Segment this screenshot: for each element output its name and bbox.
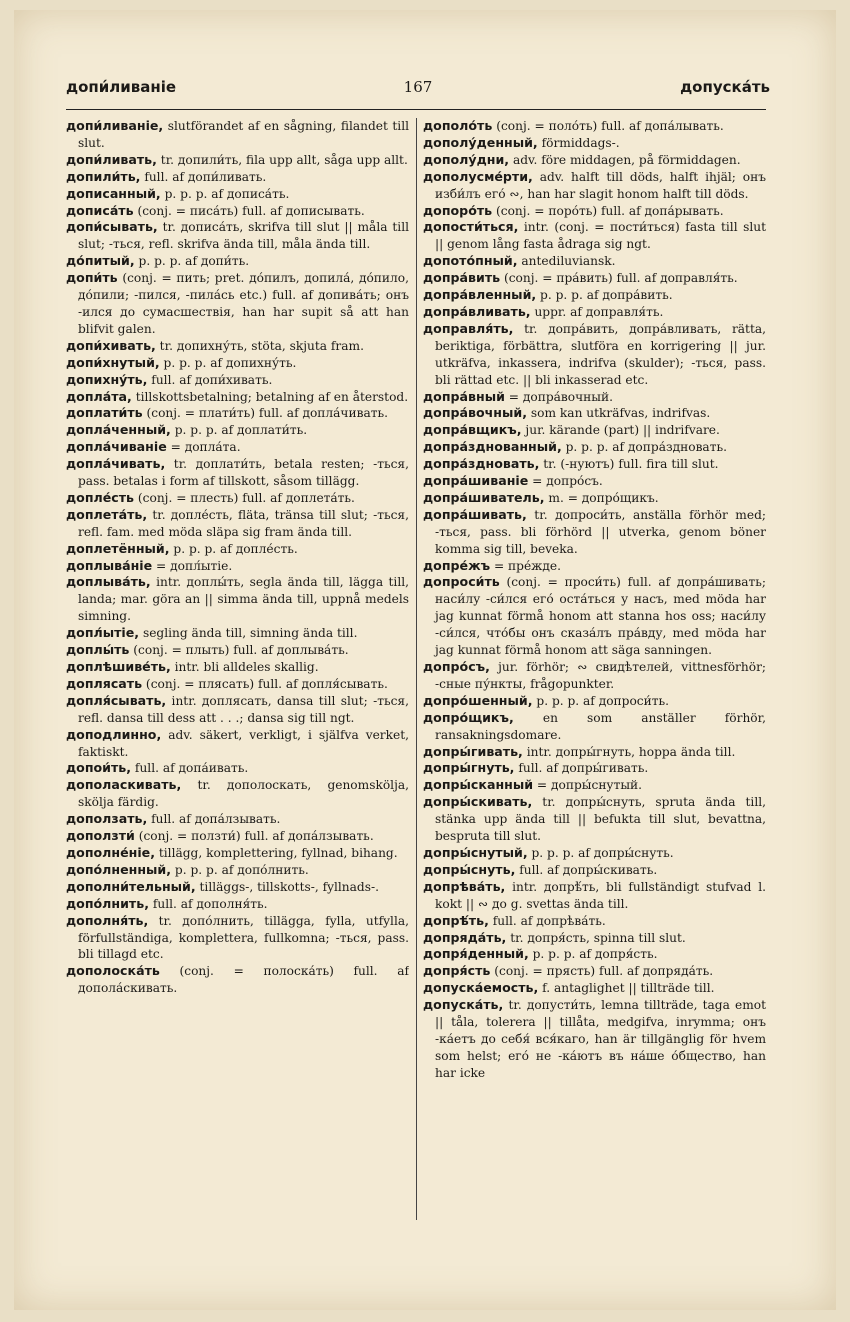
entry-headword: допля́сывать, xyxy=(66,692,167,708)
entry-headword: допры́скивать, xyxy=(423,794,533,810)
entry-headword: допра́здновaнный, xyxy=(423,439,562,455)
entry-definition: (conj. = ползти́) full. af допа́лзывать. xyxy=(134,829,374,844)
entry-definition: (conj. = плесть) full. af доплета́ть. xyxy=(134,490,355,505)
dictionary-entry xyxy=(423,203,766,220)
entry-definition: slutförandet af en sågning, filandet till slut. xyxy=(78,119,409,150)
dictionary-entry xyxy=(66,219,409,253)
entry-headword: доплѣшиве́ть, xyxy=(66,659,171,674)
dictionary-entry xyxy=(66,169,409,186)
entry-definition: full. af допи́ливать. xyxy=(140,169,267,184)
entry-definition: (conj. = плати́ть) full. af допла́чивать. xyxy=(142,406,388,421)
entry-definition: tillskottsbetalning; betalning af en återstod. xyxy=(131,389,409,404)
dictionary-entry xyxy=(423,946,766,963)
dictionary-entry xyxy=(423,558,766,575)
entry-definition: tr. допихну́ть, stöta, skjuta fram. xyxy=(155,338,364,353)
dictionary-entry xyxy=(423,422,766,439)
dictionary-entry xyxy=(423,270,766,287)
dictionary-entry xyxy=(66,439,409,456)
entry-headword: допра́вочный, xyxy=(423,405,528,421)
entry-headword: допры́снуть, xyxy=(423,861,516,877)
entry-headword: допо́лнить, xyxy=(66,895,149,911)
entry-definition: tr. допря́сть, spinna till slut. xyxy=(506,930,686,945)
entry-headword: допуска́ть, xyxy=(423,997,504,1013)
entry-definition: full. af допа́ивать. xyxy=(131,761,249,776)
dictionary-entry xyxy=(66,422,409,439)
entry-headword: доползти́ xyxy=(66,828,135,844)
entry-definition: full. af допи́хивать. xyxy=(147,372,273,387)
entry-headword: допрѣва́ть, xyxy=(423,878,506,894)
entry-definition: (conj. = писа́ть) full. af дописывать. xyxy=(133,203,365,218)
dictionary-entry xyxy=(423,169,766,203)
left-column xyxy=(66,118,409,1218)
entry-definition: tr. допра́вить, допра́вливать, rätta, beriktiga, förbättra, slutföra en korrigering || jur. utkräfva, inkassera, indrifva (skulder); -ться, pass. bli rättad etc. || bli inkasserad etc. xyxy=(435,321,766,387)
entry-definition: full. af дополня́ть. xyxy=(148,896,268,911)
entry-definition: (conj. = плыть) full. af доплыва́ть. xyxy=(129,643,349,658)
entry-headword: допрѣ́ть, xyxy=(423,912,489,928)
entry-headword: допуска́емость, xyxy=(423,980,539,996)
entry-headword: дополне́ніе, xyxy=(66,844,155,860)
entry-headword: доплы́ть xyxy=(66,642,130,658)
entry-headword: допоро́ть xyxy=(423,202,493,218)
column-divider xyxy=(416,118,417,1220)
dictionary-entry xyxy=(423,710,766,744)
dictionary-entry xyxy=(423,777,766,794)
entry-headword: допи́сывать, xyxy=(66,219,158,235)
entry-definition: = допла́та. xyxy=(166,440,241,455)
entry-definition: full. af допа́лзывать. xyxy=(147,812,281,827)
entry-definition: tr. (-нуютъ) full. fira till slut. xyxy=(539,457,719,472)
entry-definition: uppr. af доправля́ть. xyxy=(530,304,664,319)
entry-headword: допихну́ть, xyxy=(66,371,148,387)
dictionary-entry xyxy=(423,980,766,997)
dictionary-entry xyxy=(66,727,409,761)
entry-definition: full. af допрѣва́ть. xyxy=(488,913,606,928)
dictionary-entry xyxy=(66,541,409,558)
entry-headword: доподлинно, xyxy=(66,726,162,742)
entry-definition: antediluviansk. xyxy=(517,254,616,269)
entry-definition: tr. допусти́ть, lemna tillträde, taga emot || tåla, tolerera || tillåta, medgifva, inrymma; онъ -ка́етъ до себя́ вся́каго, han är tillgänglig för hvem som helst; его́ не -ка́ютъ въ на́ше о́бщество, han har icke xyxy=(435,998,766,1080)
entry-definition: intr. допрѣ́ть, bli fullständigt stufvad l. kokt || ∾ до g. svettas ända till. xyxy=(435,879,766,911)
entry-headword: допря́денный, xyxy=(423,946,529,962)
dictionary-entry xyxy=(423,862,766,879)
dictionary-entry xyxy=(66,405,409,422)
entry-headword: допря́сть xyxy=(423,963,491,979)
entry-headword: допроси́ть xyxy=(423,574,500,590)
entry-headword: дополоска́ть xyxy=(66,963,160,979)
dictionary-entry xyxy=(423,152,766,169)
entry-definition: tr. дописа́ть, skrifva till slut || måla till slut; -ться, refl. skrifva ända till, måla ända till. xyxy=(78,220,409,252)
entry-definition: p. p. p. af допря́сть. xyxy=(528,947,658,962)
entry-definition: p. p. p. af допра́вить. xyxy=(536,288,673,303)
entry-headword: дополаскивать, xyxy=(66,777,182,793)
dictionary-entry xyxy=(423,574,766,659)
dictionary-entry xyxy=(66,811,409,828)
entry-headword: дополу́дни, xyxy=(423,151,510,167)
entry-headword: допои́ть, xyxy=(66,760,132,776)
entry-definition: p. p. p. af допры́снуть. xyxy=(527,845,674,860)
dictionary-entry xyxy=(66,676,409,693)
entry-definition: (conj. = проси́ть) full. af допра́шивать; наси́лу -си́лся его́ оста́ться у насъ, med möda har jag kunnat förmå honom att stanna hos oss; наси́лу -си́лся, что́бы онъ сказа́лъ пра́вду, med möda har jag kunnat förmå honom att säga sanningen. xyxy=(435,575,766,658)
entry-headword: доплетённый, xyxy=(66,540,170,556)
entry-definition: intr. доплы́ть, segla ända till, lägga till, landa; mar. göra an || simma ända till, uppnå medels simning. xyxy=(78,575,409,624)
entry-headword: допро́шенный, xyxy=(423,692,533,708)
entry-definition: jur. kärande (part) || indrifvare. xyxy=(521,423,720,438)
entry-definition: tr. допле́сть, fläta, tränsa till slut; -ться, refl. fam. med möda släpa sig fram ända till. xyxy=(78,507,409,539)
entry-definition: tr. дополоскать, genomskölja, skölja färdig. xyxy=(78,778,409,810)
dictionary-entry xyxy=(66,913,409,964)
entry-headword: допры́гивать, xyxy=(423,743,523,759)
entry-definition: = допры́снутый. xyxy=(533,778,643,793)
dictionary-entry xyxy=(423,253,766,270)
entry-headword: допла́чиваніе xyxy=(66,439,167,455)
dictionary-entry xyxy=(423,845,766,862)
dictionary-entry xyxy=(423,439,766,456)
entry-definition: (conj. = пра́вить) full. af доправля́ть. xyxy=(500,271,738,286)
dictionary-entry xyxy=(66,625,409,642)
entry-headword: допра́вщикъ, xyxy=(423,422,522,438)
dictionary-entry xyxy=(66,389,409,406)
entry-headword: дополни́тельный, xyxy=(66,878,196,894)
entry-headword: допра́шиватель, xyxy=(423,489,545,505)
entry-definition: = пре́жде. xyxy=(490,558,561,573)
entry-headword: допряда́ть, xyxy=(423,929,507,945)
dictionary-entry xyxy=(423,913,766,930)
dictionary-entry xyxy=(423,659,766,693)
entry-definition: = допро́съ. xyxy=(528,474,603,489)
dictionary-entry xyxy=(66,490,409,507)
dictionary-entry xyxy=(66,693,409,727)
entry-definition: tr. допроси́ть, anställa förhör med; -ться, pass. bli förhörd || utverka, genom böner komma sig till, beveka. xyxy=(435,507,766,556)
entry-headword: допро́щикъ, xyxy=(423,709,514,725)
dictionary-entry xyxy=(423,405,766,422)
dictionary-entry xyxy=(66,118,409,152)
entry-headword: допи́ливаніе, xyxy=(66,118,164,133)
entry-definition: p. p. p. af допле́сть. xyxy=(169,541,298,556)
entry-headword: дописанный, xyxy=(66,185,161,201)
dictionary-entry xyxy=(66,862,409,879)
entry-headword: допо́лненный, xyxy=(66,861,172,877)
dictionary-entry xyxy=(66,642,409,659)
page-header xyxy=(66,78,770,102)
entry-definition: en som anställer förhör, ransakningsdomare. xyxy=(435,710,766,742)
dictionary-entry xyxy=(66,338,409,355)
entry-headword: допра́вить xyxy=(423,270,501,286)
page-number: 167 xyxy=(403,78,433,96)
entry-headword: дополня́ть, xyxy=(66,912,149,928)
entry-definition: jur. förhör; ∾ свидѣтелей, vittnesförhör; -сные пу́нкты, frågopunkter. xyxy=(435,660,766,691)
entry-headword: допла́чивать, xyxy=(66,456,166,472)
entry-headword: доплета́ть, xyxy=(66,506,148,522)
dictionary-entry xyxy=(423,997,766,1082)
entry-definition: f. antaglighet || tillträde till. xyxy=(538,981,715,996)
entry-headword: допра́вленный, xyxy=(423,287,537,303)
entry-headword: допра́вливать, xyxy=(423,303,531,319)
entry-definition: intr. допры́гнуть, hoppa ända till. xyxy=(522,744,736,759)
entry-headword: доплыва́ть, xyxy=(66,574,151,590)
entry-definition: tr. допили́ть, fila upp allt, såga upp allt. xyxy=(156,152,408,167)
entry-definition: segling ända till, simning ända till. xyxy=(139,626,358,641)
entry-definition: p. p. p. af допо́лнить. xyxy=(171,862,309,877)
entry-definition: full. af допры́скивать. xyxy=(515,862,658,877)
entry-headword: допре́жъ xyxy=(423,557,491,573)
entry-headword: допили́ть, xyxy=(66,168,141,184)
dictionary-entry xyxy=(423,456,766,473)
entry-headword: допла́ченный, xyxy=(66,422,171,438)
dictionary-entry xyxy=(423,287,766,304)
entry-headword: допости́ться, xyxy=(423,219,519,235)
entry-headword: доправля́ть, xyxy=(423,320,514,336)
entry-headword: дополо́ть xyxy=(423,118,493,133)
entry-definition: p. p. p. af допроси́ть. xyxy=(532,693,669,708)
entry-definition: p. p. p. af доплати́ть. xyxy=(170,423,308,438)
entry-definition: (conj. = прясть) full. af допряда́ть. xyxy=(490,964,714,979)
dictionary-entry xyxy=(66,777,409,811)
entry-definition: tillägg, komplettering, fyllnad, bihang. xyxy=(155,845,398,860)
entry-headword: допро́съ, xyxy=(423,659,490,674)
entry-definition: tr. допры́снуть, spruta ända till, stänka upp ända till || befukta till slut, bevattna, bespruta till slut. xyxy=(435,795,766,844)
entry-headword: допра́шивать, xyxy=(423,506,527,522)
entry-definition: intr. (conj. = пости́ться) fasta till slut || genom lång fasta ådraga sig ngt. xyxy=(435,220,766,252)
dictionary-entry xyxy=(423,304,766,321)
dictionary-entry xyxy=(66,879,409,896)
dictionary-entry xyxy=(66,828,409,845)
dictionary-entry xyxy=(423,321,766,389)
dictionary-entry xyxy=(423,135,766,152)
entry-definition: (conj. = плясать) full. af допля́сывать. xyxy=(142,676,388,691)
entry-headword: дополусме́рти, xyxy=(423,168,533,184)
dictionary-entry xyxy=(66,355,409,372)
dictionary-entry xyxy=(423,693,766,710)
dictionary-entry xyxy=(423,219,766,253)
entry-definition: intr. bli alldeles skallig. xyxy=(170,660,319,674)
dictionary-entry xyxy=(66,558,409,575)
dictionary-entry xyxy=(66,372,409,389)
entry-definition: p. p. p. af дописа́ть. xyxy=(160,186,290,201)
entry-headword: доползать, xyxy=(66,811,148,827)
entry-headword: допры́снутый, xyxy=(423,844,528,860)
entry-definition: p. p. p. af допихну́ть. xyxy=(159,355,297,370)
dictionary-entry xyxy=(66,574,409,625)
dictionary-entry xyxy=(423,794,766,845)
entry-definition: p. p. p. af допра́здновать. xyxy=(561,440,727,455)
entry-definition: adv. före middagen, på förmiddagen. xyxy=(509,152,741,167)
dictionary-entry xyxy=(423,930,766,947)
dictionary-entry xyxy=(423,879,766,913)
dictionary-entry xyxy=(66,659,409,676)
entry-headword: до́питый, xyxy=(66,253,135,269)
dictionary-entry xyxy=(66,253,409,270)
entry-headword: допры́сканный xyxy=(423,777,534,793)
entry-headword: допото́пный, xyxy=(423,253,518,269)
entry-headword: дописа́ть xyxy=(66,202,134,218)
dictionary-entry xyxy=(423,760,766,777)
entry-headword: допла́та, xyxy=(66,388,132,404)
dictionary-entry xyxy=(66,760,409,777)
header-right-guide-word: допуска́ть xyxy=(680,78,770,96)
entry-definition: intr. доплясать, dansa till slut; -ться, refl. dansa till dess att . . .; dansa sig till ngt. xyxy=(78,693,409,725)
entry-headword: допра́вный xyxy=(423,388,505,404)
entry-headword: допры́гнуть, xyxy=(423,760,515,776)
dictionary-entry xyxy=(423,118,766,135)
dictionary-entry xyxy=(66,186,409,203)
dictionary-entry xyxy=(66,963,409,997)
entry-definition: tilläggs-, tillskotts-, fyllnads-. xyxy=(195,879,379,894)
entry-headword: допле́сть xyxy=(66,489,135,505)
entry-definition: full. af допры́гивать. xyxy=(514,761,649,776)
entry-headword: доплати́ть xyxy=(66,405,143,421)
dictionary-entry xyxy=(66,456,409,490)
dictionary-entry xyxy=(66,845,409,862)
entry-definition: tr. доплати́ть, betala resten; -ться, pass. betalas i form af tillskott, såsom tillägg. xyxy=(78,457,409,489)
entry-definition: p. p. p. af допи́ть. xyxy=(134,254,250,269)
entry-headword: допи́хнутый, xyxy=(66,354,160,370)
entry-headword: дополу́денный, xyxy=(423,134,538,150)
entry-headword: допи́ливать, xyxy=(66,151,157,167)
dictionary-entry xyxy=(66,896,409,913)
entry-headword: допи́ть xyxy=(66,270,118,286)
right-column xyxy=(423,118,766,1218)
dictionary-entry xyxy=(423,490,766,507)
entry-definition: tr. допо́лнить, tillägga, fylla, utfylla, förfullständiga, komplettera, fullkomna; -ться, pass. bli tillagd etc. xyxy=(78,913,409,962)
dictionary-entry xyxy=(66,203,409,220)
entry-headword: доплыва́ніе xyxy=(66,557,153,573)
entry-definition: (conj. = полоска́ть) full. af допола́скивать. xyxy=(78,964,409,996)
entry-definition: (conj. = пить; pret. до́пилъ, допила́, до́пило, до́пили; -пился, -пила́сь etc.) full. af допива́ть; онъ -ился до сумасшествія, han har supit så att han blifvit galen. xyxy=(78,271,409,336)
entry-headword: доплясать xyxy=(66,675,143,691)
dictionary-entry xyxy=(423,963,766,980)
dictionary-entry xyxy=(66,270,409,338)
dictionary-entry xyxy=(66,152,409,169)
entry-definition: adv. säkert, verkligt, i själfva verket, faktiskt. xyxy=(78,727,409,759)
entry-definition: = допл́ытіе. xyxy=(152,558,233,573)
header-left-guide-word: допи́ливаніе xyxy=(66,78,177,96)
header-rule xyxy=(66,109,766,110)
dictionary-entry xyxy=(423,744,766,761)
entry-definition: (conj. = поро́ть) full. af допа́рывать. xyxy=(492,203,724,218)
entry-definition: m. = допро́щикъ. xyxy=(544,490,659,505)
entry-definition: adv. halft till döds, halft ihjäl; онъ изби́лъ его́ ∾, han har slagit honom halft till döds. xyxy=(435,169,766,201)
entry-definition: (conj. = поло́ть) full. af допа́лывать. xyxy=(492,119,724,133)
dictionary-entry xyxy=(423,473,766,490)
entry-definition: som kan utkräfvas, indrifvas. xyxy=(527,406,711,421)
dictionary-entry xyxy=(423,389,766,406)
entry-definition: förmiddags-. xyxy=(537,135,620,150)
entry-headword: допл́ытіе, xyxy=(66,625,140,641)
entry-headword: допра́шиваніе xyxy=(423,473,529,489)
dictionary-entry xyxy=(66,507,409,541)
dictionary-entry xyxy=(423,507,766,558)
entry-headword: допра́здновать, xyxy=(423,456,540,472)
entry-headword: допи́хивать, xyxy=(66,337,156,353)
entry-definition: = допра́вочный. xyxy=(504,389,613,404)
